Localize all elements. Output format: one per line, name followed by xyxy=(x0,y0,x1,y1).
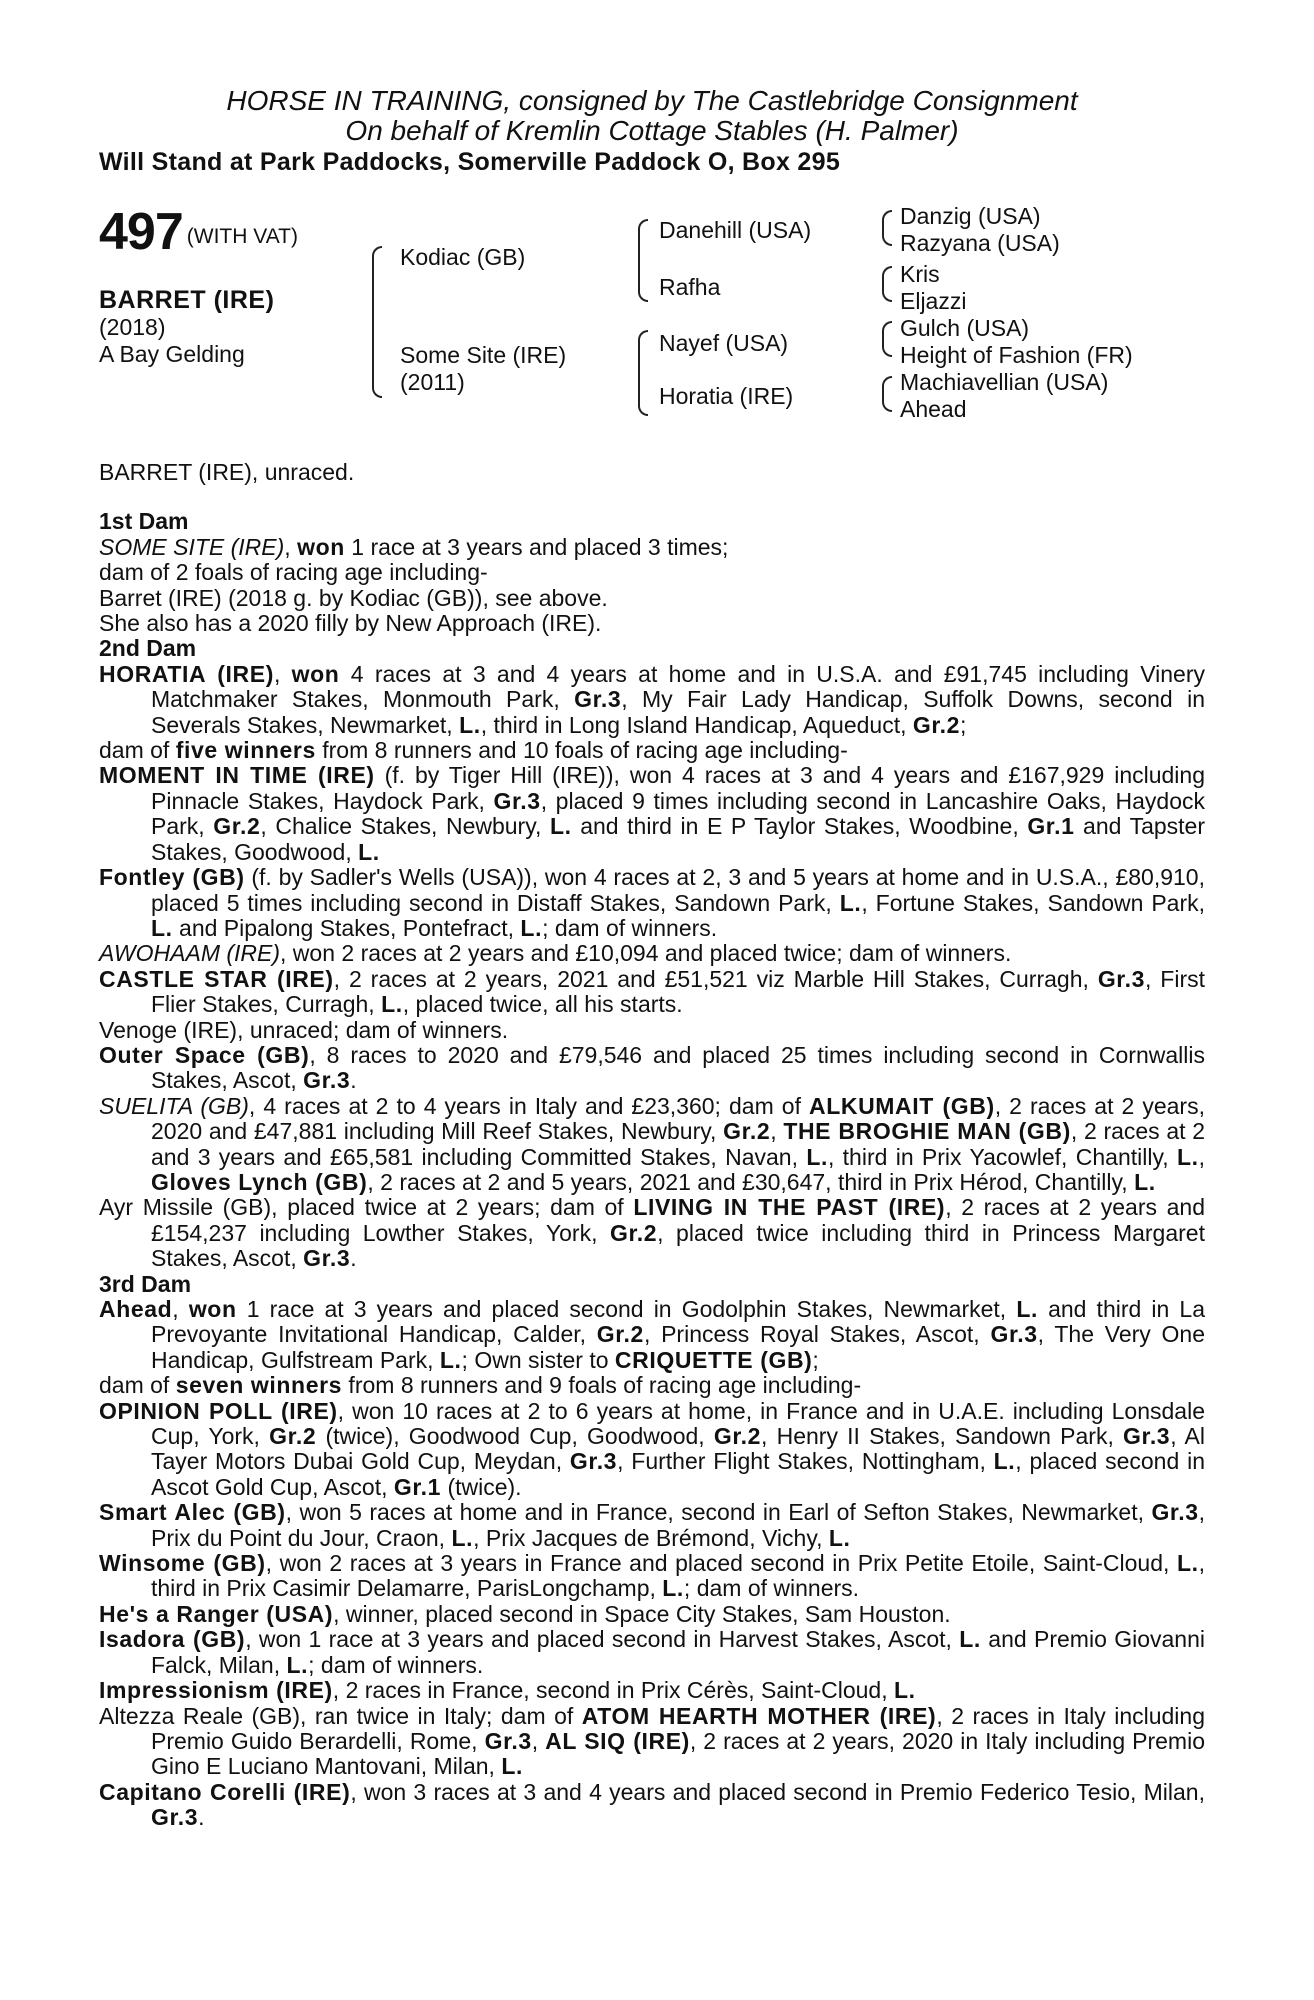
text: , Fortune Stakes, Sandown Park, xyxy=(861,889,1205,916)
progeny-name: Impressionism (IRE) xyxy=(99,1677,333,1704)
third-dam-heading: 3rd Dam xyxy=(99,1270,192,1297)
dam: Some Site (IRE) xyxy=(400,342,567,368)
first-dam-heading: 1st Dam xyxy=(99,508,189,535)
text: , Henry II Stakes, Sandown Park, xyxy=(761,1423,1124,1450)
text: , Al Tayer Motors Dubai Gold Cup, Meydan, xyxy=(151,1423,1205,1475)
lot-number-block xyxy=(99,203,298,261)
text: . xyxy=(350,1245,357,1272)
first-dam-foals: dam of 2 foals of racing age including- xyxy=(99,559,488,586)
gen3-bracket-1 xyxy=(882,210,892,246)
winners-count: seven winners xyxy=(175,1372,343,1399)
text: , won 10 races at 2 to 6 years at home, in France and in U.A.E. including Lonsdale Cup, York, xyxy=(151,1397,1206,1450)
text: (f. by Tiger Hill (IRE)), won 4 races at 3 and 4 years and £167,929 including Pinnacle Stakes, Haydock Park, xyxy=(151,762,1205,814)
progeny-name: AL SIQ (IRE) xyxy=(545,1727,690,1754)
grade: Gr.1 xyxy=(393,1473,442,1500)
text: . xyxy=(350,1067,357,1094)
grade: Gr.2 xyxy=(269,1423,317,1450)
progeny-altezza-reale xyxy=(99,1704,1205,1780)
text: , Prix du Point du Jour, Craon, xyxy=(151,1499,1205,1551)
pedigree-bracket-main xyxy=(372,246,382,398)
progeny-winsome xyxy=(99,1551,1205,1602)
text: (f. by Sadler's Wells (USA)), won 4 races at 2, 3 and 5 years at home and in U.S.A., £80,910, placed 5 times including second in Distaff Stakes, Sandown Park, xyxy=(151,864,1205,916)
progeny-venoge: Venoge (IRE), unraced; dam of winners. xyxy=(99,1016,509,1043)
grade: Gr.2 xyxy=(713,1423,762,1450)
grade: Gr.3 xyxy=(574,686,622,713)
text: dam of xyxy=(99,737,176,764)
won-label: won xyxy=(291,660,340,687)
grade: Gr.2 xyxy=(723,1118,771,1145)
text: , xyxy=(1198,1143,1205,1170)
progeny-outer-space xyxy=(99,1043,1205,1094)
progeny-moment-in-time xyxy=(99,763,1205,865)
sire-bracket xyxy=(638,219,648,302)
text: from 8 runners and 10 foals of racing age including- xyxy=(315,737,848,764)
progeny-name: LIVING IN THE PAST (IRE) xyxy=(633,1194,946,1221)
text: , The Very One Handicap, Gulfstream Park, xyxy=(151,1321,1205,1373)
second-dam-name: HORATIA (IRE) xyxy=(99,660,274,687)
lot-number: 497 xyxy=(99,203,183,261)
grade: L. xyxy=(501,1753,523,1780)
text: Ayr Missile (GB), placed twice at 2 years; dam of xyxy=(99,1194,634,1221)
grade: L. xyxy=(1016,1296,1038,1322)
grade: L. xyxy=(286,1651,309,1678)
text: ; dam of winners. xyxy=(542,914,718,941)
gen3-bracket-2 xyxy=(882,266,892,302)
progeny-name: SUELITA (GB) xyxy=(99,1092,249,1119)
grade: L. xyxy=(662,1575,684,1602)
intro-line: BARRET (IRE), unraced. xyxy=(99,459,355,485)
text: , placed 9 times including second in Lancashire Oaks, Haydock Park, xyxy=(151,787,1205,840)
text: from 8 runners and 9 foals of racing age including- xyxy=(342,1372,862,1399)
text: and Premio Giovanni Falck, Milan, xyxy=(151,1626,1205,1678)
progeny-name: He's a Ranger (USA) xyxy=(99,1600,334,1627)
third-dam-record: Ahead, won 1 race at 3 years and placed second in Godolphin Stakes, Newmarket, L. and third in La Prevoyante Invitational Handicap, Calder, Gr.2, Princess Royal Stakes, Ascot, Gr.3, The Very One Handicap, Gulfstream Park, L.; Own sister to CRIQUETTE (GB); xyxy=(99,1296,1206,1373)
text: , 2 races at 2 years, 2021 and £51,521 viz Marble Hill Stakes, Curragh, xyxy=(333,965,1098,992)
progeny-name: Isadora (GB) xyxy=(99,1626,246,1653)
text: ; xyxy=(812,1346,819,1373)
consignor-line: HORSE IN TRAINING, consigned by The Castlebridge Consignment xyxy=(226,85,1078,116)
text: , placed twice, all his starts. xyxy=(402,991,683,1018)
gen3-4: Eljazzi xyxy=(900,288,967,314)
grade: L. xyxy=(1176,1550,1199,1577)
sire-sire: Danehill (USA) xyxy=(659,217,812,243)
grade: Gr.3 xyxy=(303,1067,351,1094)
gen3-7: Machiavellian (USA) xyxy=(900,369,1109,395)
text: , 4 races at 2 to 4 years in Italy and £23,360; dam of xyxy=(248,1092,809,1119)
progeny-name: CRIQUETTE (GB) xyxy=(614,1346,813,1373)
text: and Tapster Stakes, Goodwood, xyxy=(151,813,1206,865)
text: , third in Prix Yacowlef, Chantilly, xyxy=(827,1143,1177,1170)
progeny-name: THE BROGHIE MAN (GB) xyxy=(783,1118,1071,1145)
progeny-castle-star xyxy=(99,967,1205,1018)
text: (twice). xyxy=(441,1473,522,1500)
progeny-name: OPINION POLL (IRE) xyxy=(99,1397,338,1424)
grade: Gr.2 xyxy=(609,1219,658,1246)
text: ; dam of winners. xyxy=(308,1651,484,1678)
gen3-1: Danzig (USA) xyxy=(900,203,1041,229)
sire-dam: Rafha xyxy=(659,274,721,300)
text: Altezza Reale (GB), ran twice in Italy; dam of xyxy=(99,1702,582,1729)
text: , Princess Royal Stakes, Ascot, xyxy=(643,1321,991,1348)
third-dam-foals xyxy=(99,1373,1205,1398)
grade: L. xyxy=(358,838,380,865)
gen3-bracket-4 xyxy=(882,376,892,412)
first-dam-also: She also has a 2020 filly by New Approach (IRE). xyxy=(99,610,602,637)
text: , won 1 race at 3 years and placed second in Harvest Stakes, Ascot, xyxy=(245,1626,960,1653)
won-label: won xyxy=(188,1296,237,1322)
text: , winner, placed second in Space City Stakes, Sam Houston. xyxy=(333,1600,951,1627)
won-label: won xyxy=(297,533,345,560)
text: , won 2 races at 2 years and £10,094 and placed twice; dam of winners. xyxy=(280,940,1012,967)
second-dam-foals xyxy=(99,738,1205,763)
winners-count: five winners xyxy=(175,737,316,764)
progeny-isadora xyxy=(99,1627,1205,1678)
text: , placed twice including third in Princess Margaret Stakes, Ascot, xyxy=(151,1219,1205,1272)
progeny-smart-alec xyxy=(99,1500,1205,1551)
text: , xyxy=(531,1727,546,1754)
text: , 2 races at 2 and 5 years, 2021 and £30,647, third in Prix Hérod, Chantilly, xyxy=(367,1168,1135,1195)
gen3-8: Ahead xyxy=(900,396,967,422)
grade: Gr.3 xyxy=(151,1804,199,1831)
text: , won 2 races at 3 years in France and placed second in Prix Petite Etoile, Saint-Cloud, xyxy=(265,1550,1177,1577)
grade: Gr.2 xyxy=(213,813,261,840)
progeny-ayr-missile xyxy=(99,1195,1205,1271)
text: ; Own sister to xyxy=(461,1346,615,1373)
grade: L. xyxy=(439,1346,462,1373)
first-dam-record: SOME SITE (IRE), won 1 race at 3 years and placed 3 times; xyxy=(99,533,729,560)
horse-details xyxy=(99,287,274,368)
grade: Gr.1 xyxy=(1027,813,1075,840)
progeny-name: ALKUMAIT (GB) xyxy=(809,1092,995,1119)
grade: L. xyxy=(151,914,173,941)
dam-dam: Horatia (IRE) xyxy=(659,383,794,409)
text: , 2 races at 2 and 3 years and £65,581 including Committed Stakes, Navan, xyxy=(151,1118,1206,1170)
on-behalf-line: On behalf of Kremlin Cottage Stables (H. Palmer) xyxy=(345,115,959,146)
progeny-name: Capitano Corelli (IRE) xyxy=(99,1778,351,1805)
horse-name: BARRET (IRE) xyxy=(99,286,275,314)
text: , xyxy=(770,1118,784,1145)
progeny-fontley xyxy=(99,865,1205,941)
progeny-name: AWOHAAM (IRE) xyxy=(99,940,281,967)
first-dam-progeny: Barret (IRE) (2018 g. by Kodiac (GB)), see above. xyxy=(99,584,608,611)
first-dam-record-text: 1 race at 3 years and placed 3 times; xyxy=(344,533,729,560)
progeny-name: Fontley (GB) xyxy=(99,864,245,891)
progeny-name: ATOM HEARTH MOTHER (IRE) xyxy=(581,1702,937,1729)
text: 4 races at 3 and 4 years at home and in U.S.A. and £91,745 including Vinery Matchmaker Stakes, Monmouth Park, xyxy=(151,660,1206,713)
progeny-name: CASTLE STAR (IRE) xyxy=(99,965,334,992)
grade: Gr.3 xyxy=(1151,1499,1199,1526)
grade: L. xyxy=(1134,1168,1156,1195)
dam-year: (2011) xyxy=(400,369,465,395)
grade: L. xyxy=(451,1524,474,1551)
grade: L. xyxy=(893,1677,916,1704)
horse-description: A Bay Gelding xyxy=(99,341,245,367)
text: , third in Long Island Handicap, Aqueduct, xyxy=(480,711,913,738)
grade: L. xyxy=(806,1143,828,1170)
text: . xyxy=(198,1804,205,1831)
gen3-3: Kris xyxy=(900,261,940,287)
grade: L. xyxy=(459,711,481,738)
gen3-2: Razyana (USA) xyxy=(900,230,1060,256)
text: and third in E P Taylor Stakes, Woodbine, xyxy=(571,813,1028,840)
horse-year: (2018) xyxy=(99,314,166,340)
text: , 2 races in France, second in Prix Cérès, Saint-Cloud, xyxy=(332,1677,894,1704)
text: , First Flier Stakes, Curragh, xyxy=(151,965,1205,1018)
catalogue-text xyxy=(99,460,1205,1831)
text: dam of xyxy=(99,1372,176,1399)
grade: L. xyxy=(828,1524,851,1551)
text: , third in Prix Casimir Delamarre, ParisLongchamp, xyxy=(151,1550,1205,1602)
text: , My Fair Lady Handicap, Suffolk Downs, second in Severals Stakes, Newmarket, xyxy=(151,686,1205,738)
vat-note: (WITH VAT) xyxy=(186,225,298,248)
progeny-impressionism xyxy=(99,1678,1205,1703)
text: (twice), Goodwood Cup, Goodwood, xyxy=(316,1423,714,1450)
text: , won 3 races at 3 and 4 years and placed second in Premio Federico Tesio, Milan, xyxy=(350,1778,1205,1805)
text: , placed second in Ascot Gold Cup, Ascot, xyxy=(151,1448,1205,1500)
grade: Gr.3 xyxy=(569,1448,618,1475)
progeny-name: Gloves Lynch (GB) xyxy=(151,1168,368,1195)
progeny-hes-a-ranger xyxy=(99,1602,1205,1627)
stand-location: Will Stand at Park Paddocks, Somerville Paddock O, Box 295 xyxy=(99,148,841,176)
progeny-awohaam xyxy=(99,941,1205,966)
grade: L. xyxy=(993,1448,1016,1475)
text: , 2 races at 2 years and £154,237 including Lowther Stakes, York, xyxy=(151,1194,1205,1246)
grade: L. xyxy=(381,991,403,1018)
grade: Gr.2 xyxy=(912,711,961,738)
text: , Chalice Stakes, Newbury, xyxy=(260,813,550,840)
grade: Gr.3 xyxy=(990,1321,1038,1348)
text: , 8 races to 2020 and £79,546 and placed 25 times including second in Cornwallis Stakes, Ascot, xyxy=(151,1041,1205,1094)
progeny-capitano-corelli xyxy=(99,1780,1205,1831)
grade: Gr.3 xyxy=(1123,1423,1171,1450)
grade: Gr.3 xyxy=(1097,965,1145,992)
text: and third in La Prevoyante Invitational Handicap, Calder, xyxy=(151,1296,1206,1348)
text: ; xyxy=(960,711,967,738)
grade: Gr.3 xyxy=(493,787,541,814)
grade: Gr.3 xyxy=(303,1245,351,1272)
grade: L. xyxy=(520,914,543,941)
progeny-name: Outer Space (GB) xyxy=(99,1041,310,1068)
progeny-name: Smart Alec (GB) xyxy=(99,1499,286,1526)
second-dam-heading: 2nd Dam xyxy=(99,635,197,662)
gen3-bracket-3 xyxy=(882,321,892,357)
first-dam-name: SOME SITE (IRE) xyxy=(99,533,285,560)
progeny-name: Winsome (GB) xyxy=(99,1550,266,1577)
text: , 2 races at 2 years, 2020 in Italy including Premio Gino E Luciano Mantovani, Milan, xyxy=(151,1727,1205,1780)
progeny-suelita xyxy=(99,1094,1205,1196)
text: and Pipalong Stakes, Pontefract, xyxy=(172,914,521,941)
progeny-opinion-poll xyxy=(99,1399,1205,1501)
grade: L. xyxy=(1176,1143,1199,1170)
grade: L. xyxy=(959,1626,981,1653)
progeny-name: MOMENT IN TIME (IRE) xyxy=(99,762,375,789)
text: , Further Flight Stakes, Nottingham, xyxy=(617,1448,994,1475)
gen3-6: Height of Fashion (FR) xyxy=(900,342,1133,368)
text: , 2 races at 2 years, 2020 and £47,881 including Mill Reef Stakes, Newbury, xyxy=(151,1092,1205,1145)
dam-sire: Nayef (USA) xyxy=(659,330,789,356)
third-dam-name: Ahead xyxy=(99,1296,173,1322)
lot-header xyxy=(99,86,1205,177)
grade: Gr.2 xyxy=(596,1321,644,1348)
sire: Kodiac (GB) xyxy=(400,244,526,270)
gen3-5: Gulch (USA) xyxy=(900,315,1030,341)
text: , won 5 races at home and in France, second in Earl of Sefton Stakes, Newmarket, xyxy=(285,1499,1152,1526)
text: , Prix Jacques de Brémond, Vichy, xyxy=(473,1524,829,1551)
text: , 2 races in Italy including Premio Guido Berardelli, Rome, xyxy=(151,1702,1205,1754)
second-dam-record: HORATIA (IRE), won 4 races at 3 and 4 years at home and in U.S.A. and £91,745 including Vinery Matchmaker Stakes, Monmouth Park, Gr.3, My Fair Lady Handicap, Suffolk Downs, second in Severals Stakes, Newmarket, L., third in Long Island Handicap, Aqueduct, Gr.2; xyxy=(99,660,1206,738)
dam-bracket xyxy=(638,330,648,416)
grade: Gr.3 xyxy=(484,1727,532,1754)
grade: L. xyxy=(839,889,862,916)
grade: L. xyxy=(549,813,572,840)
text: 1 race at 3 years and placed second in Godolphin Stakes, Newmarket, xyxy=(236,1296,1017,1322)
text: ; dam of winners. xyxy=(683,1575,860,1602)
